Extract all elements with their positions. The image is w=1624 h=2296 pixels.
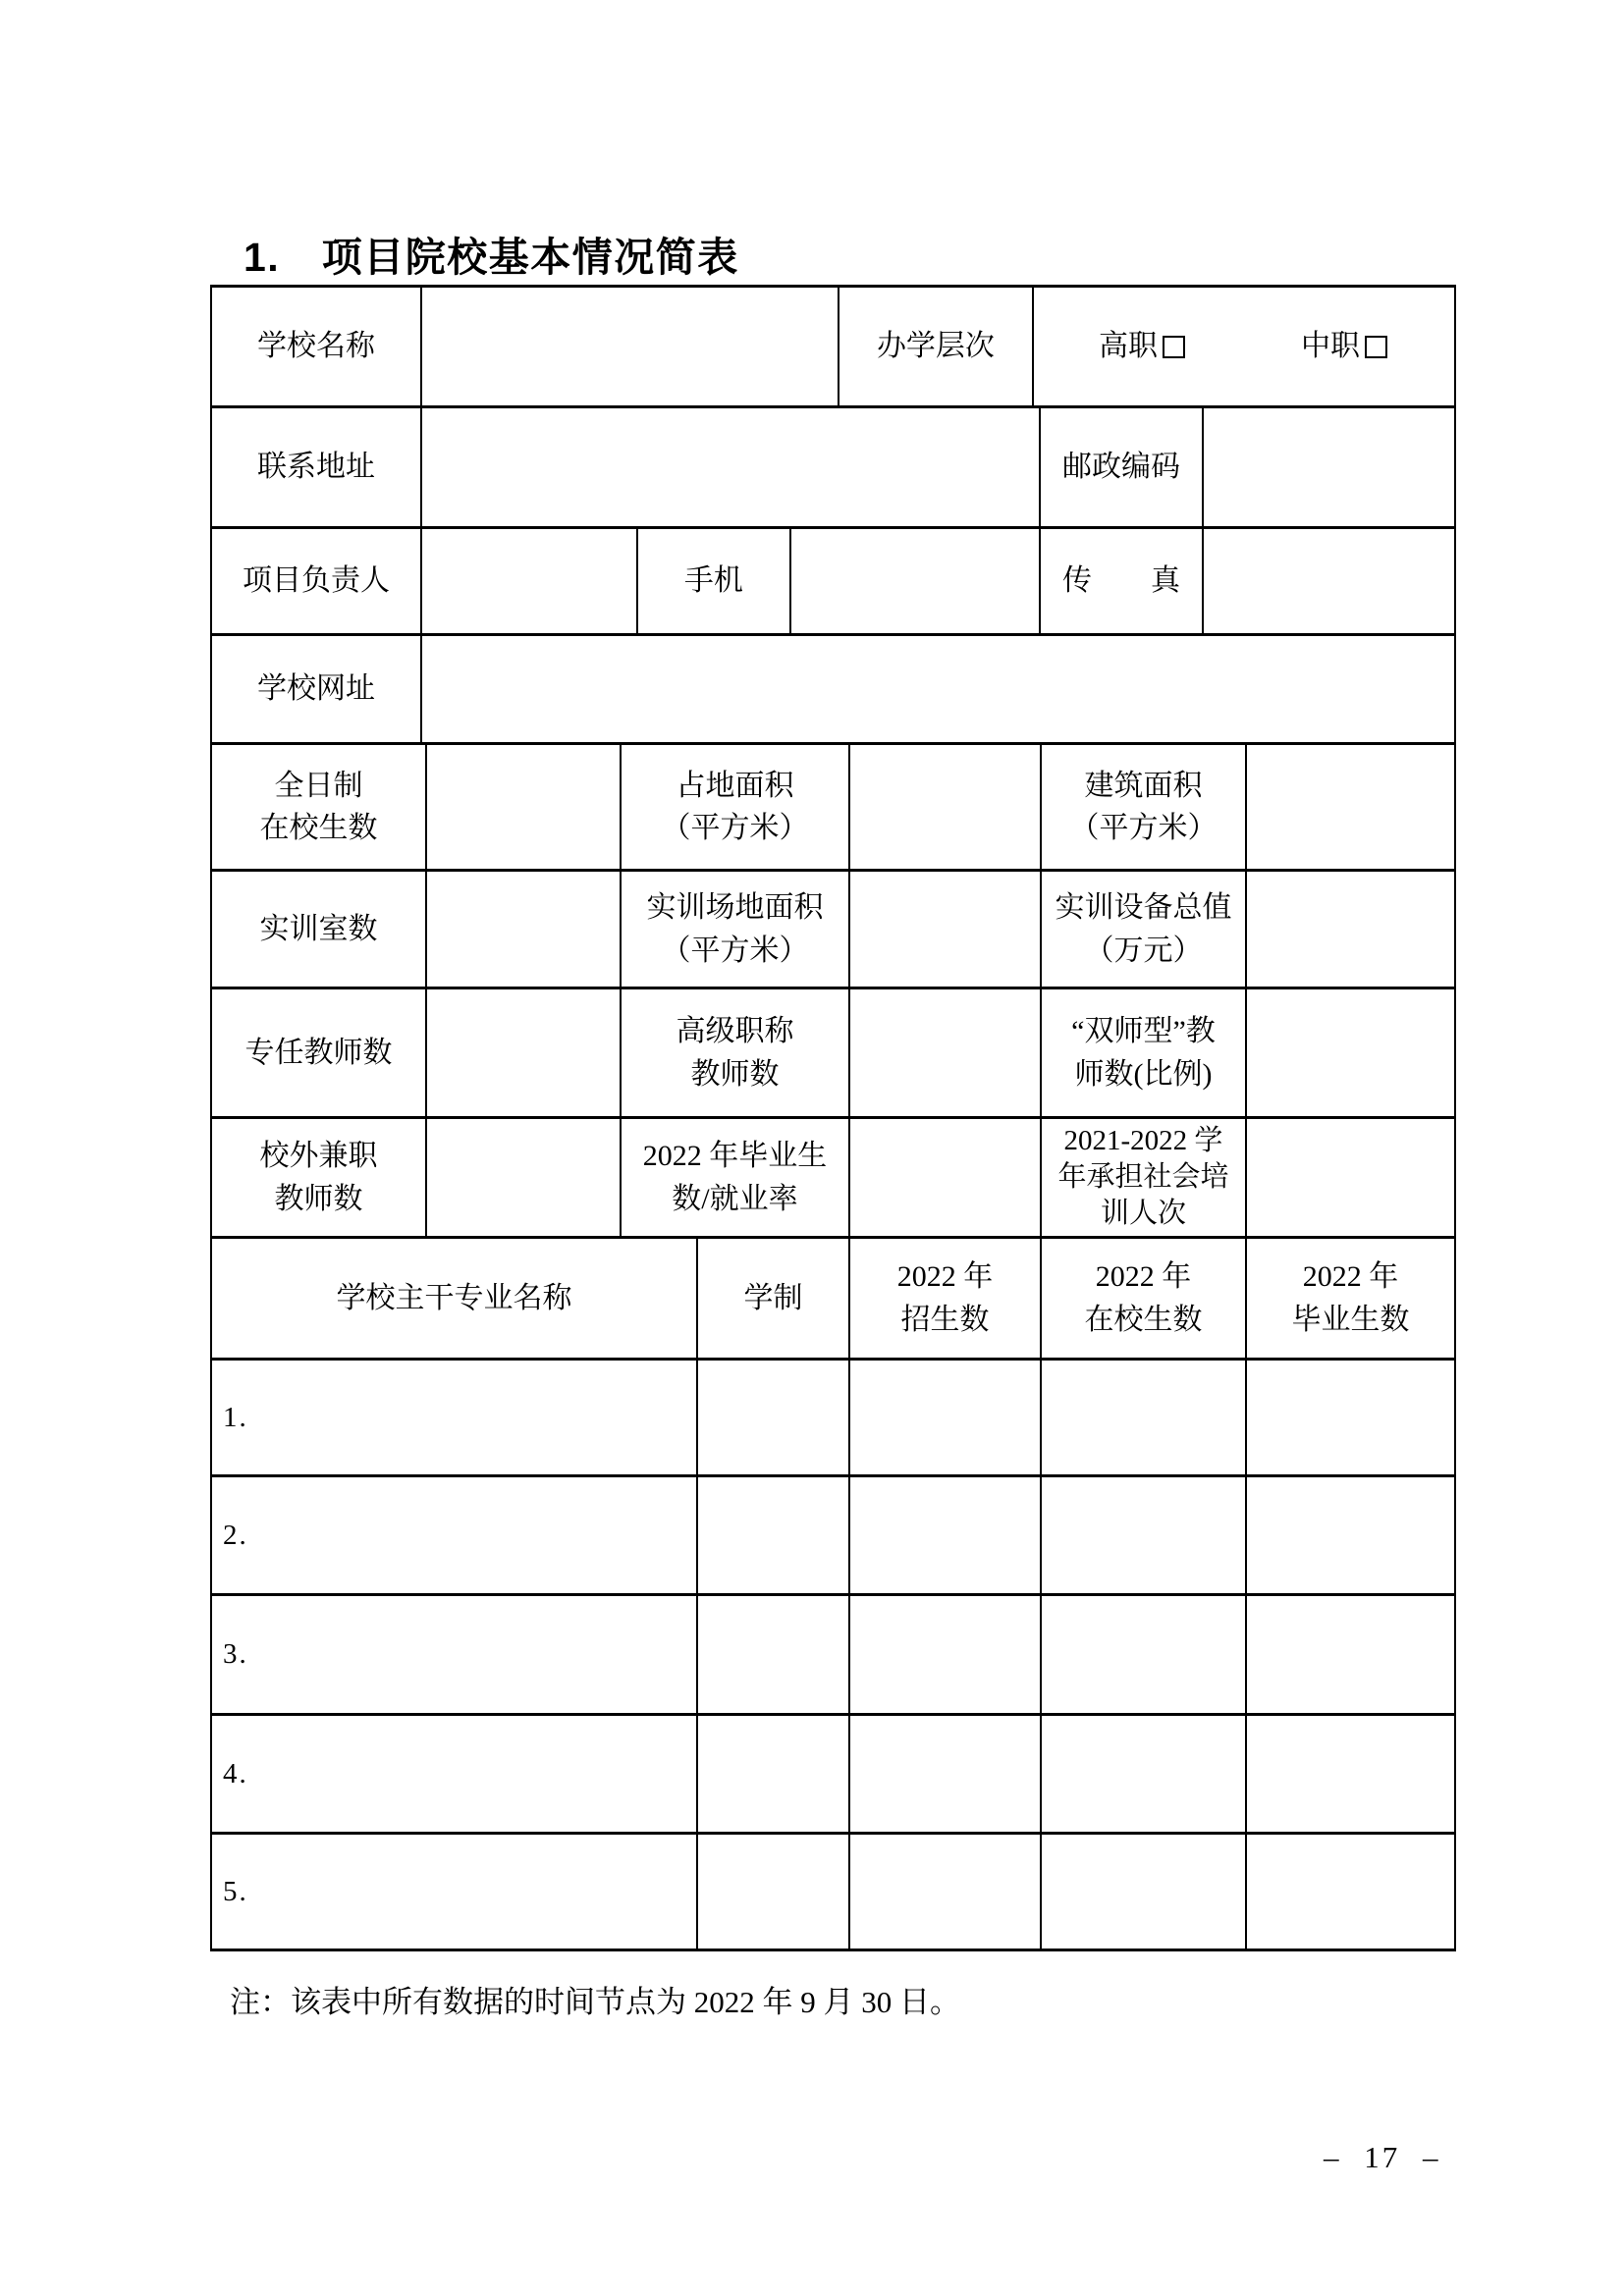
postal-code-label: [1041, 408, 1204, 529]
education-level-label: [839, 288, 1034, 408]
major-4-students-input[interactable]: [1042, 1716, 1247, 1835]
major-3-name-input-text: 3.: [223, 1638, 248, 1671]
social-training-label-text: 训人次: [1100, 1198, 1186, 1230]
postal-code-label-text: 邮政编码: [1061, 451, 1180, 484]
land-area-input[interactable]: [850, 745, 1042, 872]
fulltime-students-label-text: 在校生数: [259, 812, 378, 844]
graduates-2022-header-text: 毕业生数: [1291, 1303, 1410, 1336]
secondary-vocational-option: [1301, 325, 1387, 368]
major-3-duration-input[interactable]: [698, 1596, 850, 1716]
school-website-input[interactable]: [422, 636, 1456, 745]
graduates-2022-header-text: 2022 年: [1302, 1260, 1399, 1293]
graduates-rate-input[interactable]: [850, 1119, 1042, 1239]
land-area-label: [622, 745, 850, 872]
major-row-4: [212, 1716, 1456, 1835]
major-2-name-input-text: 2.: [223, 1519, 248, 1551]
major-5-graduates-input[interactable]: [1247, 1835, 1456, 1951]
major-4-name-input[interactable]: [212, 1716, 698, 1835]
senior-title-teachers-label-text: 教师数: [690, 1057, 780, 1091]
training-area-label-text: （平方米）: [661, 934, 809, 967]
major-3-graduates-input[interactable]: [1247, 1596, 1456, 1716]
mobile-label-text: 手机: [683, 564, 743, 598]
fulltime-students-label-text: 全日制: [274, 769, 363, 802]
education-level-label-text: 办学层次: [876, 330, 995, 363]
students-2022-header-text: 2022 年: [1095, 1260, 1192, 1293]
training-area-label: [622, 872, 850, 989]
school-name-input[interactable]: [422, 288, 839, 408]
parttime-teachers-label-text: 校外兼职: [259, 1140, 378, 1172]
social-training-label-text: 年承担社会培: [1057, 1160, 1229, 1193]
page-number: – 17 –: [1324, 2140, 1441, 2174]
education-level-options: [1034, 288, 1456, 408]
major-4-name-input-text: 4.: [223, 1757, 248, 1789]
major-2-graduates-input[interactable]: [1247, 1477, 1456, 1596]
major-1-students-input[interactable]: [1042, 1361, 1247, 1477]
contact-address-label-text: 联系地址: [256, 451, 375, 484]
mobile-input[interactable]: [791, 529, 1041, 636]
fax-label: [1041, 529, 1204, 636]
fax-input[interactable]: [1204, 529, 1456, 636]
social-training-label: [1042, 1119, 1247, 1239]
training-rooms-row: [212, 872, 1456, 989]
fulltime-teachers-label-text: 专任教师数: [244, 1036, 393, 1069]
contact-address-row: [212, 408, 1456, 529]
major-4-graduates-input[interactable]: [1247, 1716, 1456, 1835]
equipment-value-label-text: 实训设备总值: [1055, 891, 1232, 924]
major-3-students-input[interactable]: [1042, 1596, 1247, 1716]
school-name-label: [212, 288, 422, 408]
majors-header-row: [212, 1239, 1456, 1361]
project-leader-label: [212, 529, 422, 636]
info-table: [210, 285, 1456, 1951]
equipment-value-label: [1042, 872, 1247, 989]
training-rooms-label: [212, 872, 427, 989]
graduates-2022-header: [1247, 1239, 1456, 1361]
footnote: 注：该表中所有数据的时间节点为 2022 年 9 月 30 日。: [230, 1985, 960, 2019]
building-area-input[interactable]: [1247, 745, 1456, 872]
graduates-rate-label-text: 2022 年毕业生: [642, 1140, 828, 1172]
major-row-1: [212, 1361, 1456, 1477]
senior-title-teachers-input[interactable]: [850, 989, 1042, 1119]
major-4-enrollment-input[interactable]: [850, 1716, 1042, 1835]
social-training-label-text: 2021-2022 学: [1063, 1124, 1223, 1156]
major-row-3: [212, 1596, 1456, 1716]
major-5-students-input[interactable]: [1042, 1835, 1247, 1951]
land-area-label-text: 占地面积: [676, 769, 794, 802]
higher-vocational-option-checkbox[interactable]: [1163, 336, 1185, 358]
parttime-teachers-label: [212, 1119, 427, 1239]
parttime-teachers-input[interactable]: [427, 1119, 622, 1239]
double-qualified-teachers-label-text: 师数(比例): [1074, 1057, 1213, 1091]
fax-label-text: 传 真: [1061, 564, 1180, 598]
major-row-5: [212, 1835, 1456, 1951]
secondary-vocational-option-label: 中职: [1300, 330, 1360, 363]
major-3-enrollment-input[interactable]: [850, 1596, 1042, 1716]
fulltime-teachers-row: [212, 989, 1456, 1119]
graduates-rate-label-text: 数/就业率: [672, 1182, 798, 1215]
major-5-name-input[interactable]: [212, 1835, 698, 1951]
contact-address-input[interactable]: [422, 408, 1041, 529]
fulltime-teachers-input[interactable]: [427, 989, 622, 1119]
training-rooms-input[interactable]: [427, 872, 622, 989]
major-1-enrollment-input[interactable]: [850, 1361, 1042, 1477]
major-4-duration-input[interactable]: [698, 1716, 850, 1835]
contact-address-label: [212, 408, 422, 529]
parttime-teachers-row: [212, 1119, 1456, 1239]
social-training-input[interactable]: [1247, 1119, 1456, 1239]
enrollment-2022-header-text: 招生数: [900, 1303, 990, 1336]
building-area-label-text: （平方米）: [1069, 812, 1218, 844]
duration-header-text: 学制: [743, 1281, 803, 1314]
major-2-students-input[interactable]: [1042, 1477, 1247, 1596]
project-leader-label-text: 项目负责人: [242, 564, 390, 598]
senior-title-teachers-label: [622, 989, 850, 1119]
double-qualified-teachers-label-text: “双师型”教: [1071, 1015, 1216, 1047]
major-5-name-input-text: 5.: [223, 1875, 248, 1907]
training-area-input[interactable]: [850, 872, 1042, 989]
school-name-label-text: 学校名称: [256, 330, 375, 363]
enrollment-2022-header-text: 2022 年: [896, 1260, 994, 1293]
building-area-label-text: 建筑面积: [1084, 769, 1203, 802]
equipment-value-input[interactable]: [1247, 872, 1456, 989]
major-1-name-input-text: 1.: [223, 1401, 248, 1433]
school-website-label-text: 学校网址: [256, 672, 375, 706]
training-rooms-label-text: 实训室数: [259, 912, 378, 945]
duration-header: [698, 1239, 850, 1361]
double-qualified-teachers-label: [1042, 989, 1247, 1119]
parttime-teachers-label-text: 教师数: [274, 1182, 363, 1215]
fulltime-students-row: [212, 745, 1456, 872]
training-area-label-text: 实训场地面积: [646, 891, 824, 924]
school-name-row: [212, 288, 1456, 408]
land-area-label-text: （平方米）: [661, 812, 809, 844]
major-3-name-input[interactable]: [212, 1596, 698, 1716]
major-name-header-text: 学校主干专业名称: [336, 1281, 572, 1314]
major-1-name-input[interactable]: [212, 1361, 698, 1477]
equipment-value-label-text: （万元）: [1084, 934, 1203, 967]
project-leader-input[interactable]: [422, 529, 638, 636]
fulltime-students-input[interactable]: [427, 745, 622, 872]
project-leader-row: [212, 529, 1456, 636]
major-5-duration-input[interactable]: [698, 1835, 850, 1951]
major-2-name-input[interactable]: [212, 1477, 698, 1596]
enrollment-2022-header: [850, 1239, 1042, 1361]
major-2-duration-input[interactable]: [698, 1477, 850, 1596]
major-1-graduates-input[interactable]: [1247, 1361, 1456, 1477]
fulltime-teachers-label: [212, 989, 427, 1119]
page-title: 1. 项目院校基本情况简表: [244, 235, 739, 280]
students-2022-header: [1042, 1239, 1247, 1361]
major-name-header: [212, 1239, 698, 1361]
senior-title-teachers-label-text: 高级职称: [676, 1015, 794, 1047]
major-row-2: [212, 1477, 1456, 1596]
school-website-label: [212, 636, 422, 745]
building-area-label: [1042, 745, 1247, 872]
school-website-row: [212, 636, 1456, 745]
graduates-rate-label: [622, 1119, 850, 1239]
major-2-enrollment-input[interactable]: [850, 1477, 1042, 1596]
higher-vocational-option: [1099, 325, 1185, 368]
postal-code-input[interactable]: [1204, 408, 1456, 529]
mobile-label: [638, 529, 791, 636]
students-2022-header-text: 在校生数: [1084, 1303, 1203, 1336]
major-5-enrollment-input[interactable]: [850, 1835, 1042, 1951]
fulltime-students-label: [212, 745, 427, 872]
higher-vocational-option-label: 高职: [1098, 330, 1158, 363]
double-qualified-teachers-input[interactable]: [1247, 989, 1456, 1119]
secondary-vocational-option-checkbox[interactable]: [1365, 336, 1387, 358]
major-1-duration-input[interactable]: [698, 1361, 850, 1477]
